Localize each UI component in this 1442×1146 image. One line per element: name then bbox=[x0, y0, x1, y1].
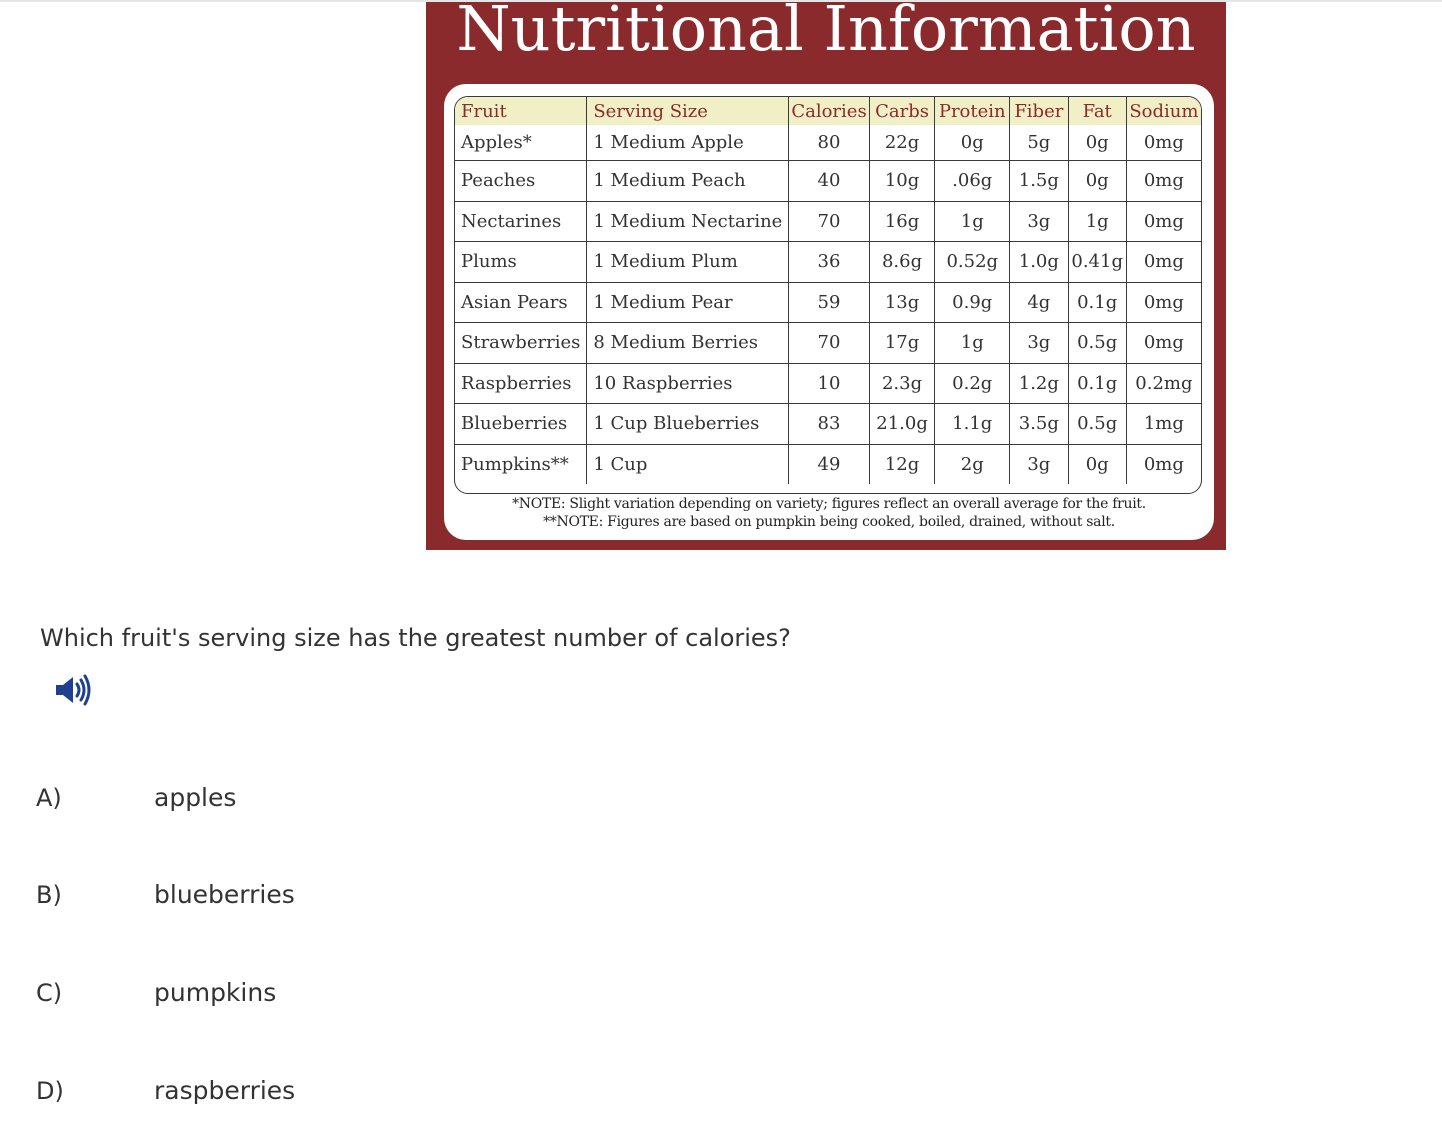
table-cell: Blueberries bbox=[455, 404, 587, 445]
question-text: Which fruit's serving size has the greatest number of calories? bbox=[40, 624, 791, 652]
option-text: apples bbox=[154, 783, 237, 812]
table-cell: 2g bbox=[935, 444, 1010, 484]
answer-option-c[interactable] bbox=[36, 973, 636, 1013]
table-cell: 1 Medium Pear bbox=[587, 282, 789, 323]
figure-notes bbox=[444, 495, 1214, 531]
column-header: Carbs bbox=[869, 97, 935, 125]
column-header: Fruit bbox=[455, 97, 587, 125]
speaker-icon[interactable] bbox=[54, 670, 94, 710]
table-cell: 70 bbox=[789, 323, 869, 364]
table-cell: 0g bbox=[1068, 161, 1126, 202]
option-text: pumpkins bbox=[154, 978, 277, 1007]
table-row bbox=[455, 323, 1201, 364]
table-row bbox=[455, 125, 1201, 161]
table-cell: 1 Medium Plum bbox=[587, 242, 789, 283]
column-header: Calories bbox=[789, 97, 869, 125]
option-text: blueberries bbox=[154, 880, 295, 909]
table-cell: 10 Raspberries bbox=[587, 363, 789, 404]
table-cell: 0g bbox=[1068, 125, 1126, 161]
table-cell: 0mg bbox=[1126, 242, 1201, 283]
note-1: *NOTE: Slight variation depending on variety; figures reflect an overall average for the fruit. bbox=[512, 496, 1146, 512]
table-cell: 0mg bbox=[1126, 201, 1201, 242]
table-cell: 1 Medium Peach bbox=[587, 161, 789, 202]
figure-title: Nutritional Information bbox=[456, 0, 1196, 65]
table-cell: 1g bbox=[935, 323, 1010, 364]
table-cell: 0.41g bbox=[1068, 242, 1126, 283]
table-cell: 0mg bbox=[1126, 161, 1201, 202]
table-cell: 0mg bbox=[1126, 323, 1201, 364]
table-cell: 0mg bbox=[1143, 132, 1184, 153]
table-cell: 59 bbox=[789, 282, 869, 323]
table-cell: 0mg bbox=[1126, 444, 1201, 484]
column-header: Protein bbox=[935, 97, 1010, 125]
table-cell: 3g bbox=[1010, 444, 1069, 484]
table-cell: 4g bbox=[1010, 282, 1069, 323]
table-cell: 22g bbox=[869, 125, 935, 161]
nutrition-table bbox=[455, 97, 1201, 484]
table-cell: 1 Medium Apple bbox=[587, 125, 789, 161]
table-cell: 1g bbox=[935, 201, 1010, 242]
table-cell: 0.1g bbox=[1068, 363, 1126, 404]
nutrition-figure bbox=[426, 2, 1226, 550]
table-row bbox=[455, 282, 1201, 323]
table-cell: Strawberries bbox=[455, 323, 587, 364]
table-cell: Nectarines bbox=[455, 201, 587, 242]
table-row bbox=[455, 242, 1201, 283]
table-cell: 13g bbox=[869, 282, 935, 323]
table-cell: Pumpkins** bbox=[455, 444, 587, 484]
table-cell: 0g bbox=[1068, 444, 1126, 484]
table-row bbox=[455, 161, 1201, 202]
table-row bbox=[455, 444, 1201, 484]
column-header: Serving Size bbox=[587, 97, 789, 125]
table-cell: 1mg bbox=[1126, 404, 1201, 445]
nutrition-table-frame bbox=[454, 96, 1202, 494]
table-cell: 36 bbox=[789, 242, 869, 283]
table-cell: 10g bbox=[869, 161, 935, 202]
table-cell: 1 Medium Nectarine bbox=[587, 201, 789, 242]
note-2: **NOTE: Figures are based on pumpkin being cooked, boiled, drained, without salt. bbox=[543, 514, 1115, 530]
table-cell: 0.52g bbox=[935, 242, 1010, 283]
table-cell: 0.9g bbox=[935, 282, 1010, 323]
table-cell: 0.2mg bbox=[1126, 363, 1201, 404]
answer-option-b[interactable] bbox=[36, 875, 636, 915]
table-cell: 0.5g bbox=[1068, 323, 1126, 364]
option-letter: A) bbox=[36, 784, 62, 812]
table-cell: 17g bbox=[869, 323, 935, 364]
option-text: raspberries bbox=[154, 1076, 296, 1105]
table-header-row bbox=[455, 97, 1201, 125]
table-cell: 2.3g bbox=[869, 363, 935, 404]
table-cell: 0g bbox=[935, 125, 1010, 161]
table-cell: 12g bbox=[869, 444, 935, 484]
table-cell: 80 bbox=[789, 125, 869, 161]
table-cell: 49 bbox=[789, 444, 869, 484]
table-row bbox=[455, 404, 1201, 445]
option-letter: D) bbox=[36, 1077, 64, 1105]
table-cell: 0.2g bbox=[935, 363, 1010, 404]
column-header: Fiber bbox=[1010, 97, 1069, 125]
table-cell: 1g bbox=[1068, 201, 1126, 242]
table-cell: 1.0g bbox=[1010, 242, 1069, 283]
table-cell: Peaches bbox=[455, 161, 587, 202]
table-cell: Asian Pears bbox=[455, 282, 587, 323]
table-cell: 5g bbox=[1010, 125, 1069, 161]
table-cell: 40 bbox=[789, 161, 869, 202]
table-cell: 1 Cup bbox=[587, 444, 789, 484]
table-cell: 1.5g bbox=[1010, 161, 1069, 202]
table-cell: 0mg bbox=[1126, 282, 1201, 323]
table-cell: 83 bbox=[789, 404, 869, 445]
table-cell: 0.1g bbox=[1068, 282, 1126, 323]
table-cell: 3g bbox=[1010, 201, 1069, 242]
table-cell: Plums bbox=[455, 242, 587, 283]
table-cell: 1.1g bbox=[935, 404, 1010, 445]
table-cell: Raspberries bbox=[455, 363, 587, 404]
table-row bbox=[455, 201, 1201, 242]
answer-option-a[interactable] bbox=[36, 778, 636, 818]
answer-option-d[interactable] bbox=[36, 1071, 636, 1111]
figure-panel bbox=[444, 84, 1214, 540]
table-cell: 21.0g bbox=[869, 404, 935, 445]
table-cell: 3g bbox=[1010, 323, 1069, 364]
table-cell: 70 bbox=[789, 201, 869, 242]
table-cell: .06g bbox=[935, 161, 1010, 202]
table-cell: 0.5g bbox=[1068, 404, 1126, 445]
table-cell: 3.5g bbox=[1010, 404, 1069, 445]
table-cell: 1.2g bbox=[1010, 363, 1069, 404]
option-letter: B) bbox=[36, 881, 62, 909]
table-cell: 16g bbox=[869, 201, 935, 242]
table-cell: 8.6g bbox=[869, 242, 935, 283]
option-letter: C) bbox=[36, 979, 63, 1007]
table-row bbox=[455, 363, 1201, 404]
table-cell: 1 Cup Blueberries bbox=[587, 404, 789, 445]
column-header: Sodium bbox=[1126, 97, 1201, 125]
table-cell: Apples* bbox=[455, 125, 587, 161]
column-header: Fat bbox=[1068, 97, 1126, 125]
table-cell: 8 Medium Berries bbox=[587, 323, 789, 364]
table-cell: 10 bbox=[789, 363, 869, 404]
